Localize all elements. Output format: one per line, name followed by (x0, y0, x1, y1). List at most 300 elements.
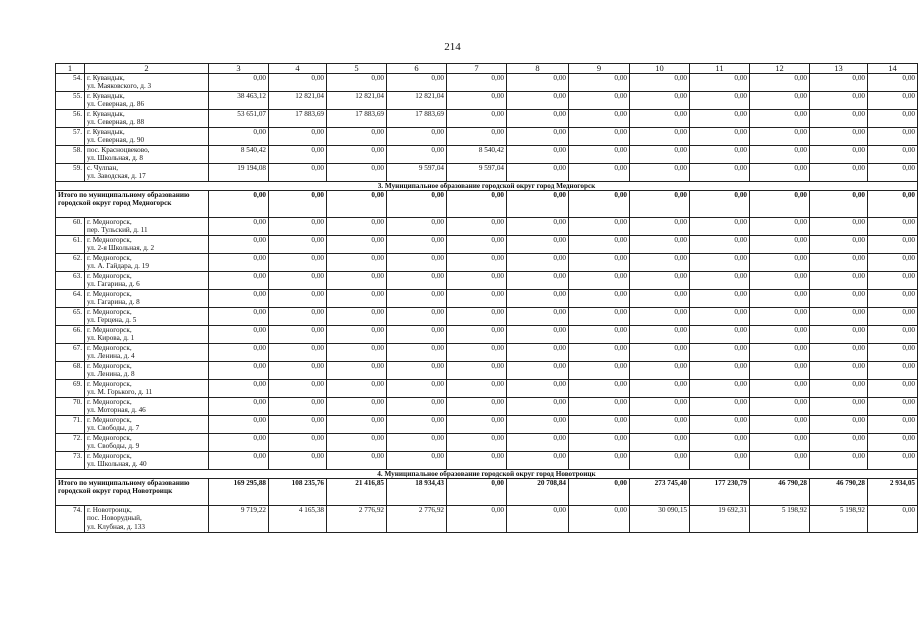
value-cell: 0,00 (507, 110, 569, 128)
value-cell: 0,00 (387, 218, 447, 236)
column-header: 11 (690, 64, 750, 74)
value-cell: 0,00 (810, 344, 868, 362)
address-cell (85, 452, 209, 470)
address-line: ул. Ленина, д. 4 (87, 352, 135, 361)
value-cell: 0,00 (750, 272, 810, 290)
value-cell: 0,00 (387, 146, 447, 164)
value-cell: 0,00 (209, 74, 269, 92)
value-cell: 0,00 (209, 452, 269, 470)
value-cell: 0,00 (447, 452, 507, 470)
address-line: ул. Ленина, д. 8 (87, 370, 135, 379)
value-cell: 0,00 (630, 218, 690, 236)
value-cell: 0,00 (387, 380, 447, 398)
value-cell: 0,00 (690, 362, 750, 380)
row-number: 57. (56, 128, 85, 146)
row-number: 64. (56, 290, 85, 308)
value-cell: 0,00 (507, 308, 569, 326)
value-cell: 0,00 (269, 398, 327, 416)
value-cell: 0,00 (209, 236, 269, 254)
value-cell: 0,00 (387, 416, 447, 434)
value-cell: 0,00 (387, 254, 447, 272)
section-title-row (56, 470, 918, 479)
value-cell: 0,00 (868, 164, 918, 182)
column-header: 5 (327, 64, 387, 74)
value-cell: 38 463,12 (209, 92, 269, 110)
total-value: 273 745,40 (630, 479, 690, 506)
total-value: 169 295,88 (209, 479, 269, 506)
value-cell: 0,00 (269, 344, 327, 362)
value-cell: 9 597,04 (447, 164, 507, 182)
column-header: 6 (387, 64, 447, 74)
value-cell: 0,00 (209, 416, 269, 434)
value-cell: 0,00 (447, 308, 507, 326)
value-cell: 0,00 (209, 398, 269, 416)
value-cell: 0,00 (569, 218, 630, 236)
value-cell: 0,00 (750, 398, 810, 416)
value-cell: 2 776,92 (327, 506, 387, 533)
value-cell: 0,00 (690, 416, 750, 434)
value-cell: 0,00 (507, 236, 569, 254)
total-value: 0,00 (630, 191, 690, 218)
value-cell: 0,00 (690, 74, 750, 92)
section-title-row (56, 182, 918, 191)
value-cell: 0,00 (507, 452, 569, 470)
value-cell: 0,00 (269, 290, 327, 308)
value-cell: 0,00 (327, 74, 387, 92)
row-number: 65. (56, 308, 85, 326)
value-cell: 0,00 (569, 146, 630, 164)
value-cell: 0,00 (810, 164, 868, 182)
value-cell: 0,00 (690, 398, 750, 416)
address-line: г. Медногорск, (87, 344, 132, 352)
value-cell: 0,00 (269, 416, 327, 434)
value-cell: 0,00 (569, 434, 630, 452)
value-cell: 0,00 (690, 110, 750, 128)
value-cell: 9 597,04 (387, 164, 447, 182)
row-number: 61. (56, 236, 85, 254)
address-line: г. Кувандык, (87, 92, 125, 100)
table-row (56, 362, 918, 380)
address-line: г. Новотроицк, (87, 506, 132, 514)
value-cell: 0,00 (387, 398, 447, 416)
value-cell: 0,00 (447, 344, 507, 362)
value-cell: 0,00 (507, 254, 569, 272)
column-header: 2 (85, 64, 209, 74)
row-number: 54. (56, 74, 85, 92)
value-cell: 0,00 (209, 254, 269, 272)
value-cell: 0,00 (507, 344, 569, 362)
value-cell: 0,00 (868, 398, 918, 416)
total-value: 0,00 (569, 191, 630, 218)
address-line: г. Медногорск, (87, 218, 132, 226)
value-cell: 0,00 (690, 236, 750, 254)
address-line: г. Медногорск, (87, 272, 132, 280)
value-cell: 0,00 (447, 290, 507, 308)
value-cell: 0,00 (750, 452, 810, 470)
address-line: г. Кувандык, (87, 74, 125, 82)
value-cell: 0,00 (209, 290, 269, 308)
table-row (56, 236, 918, 254)
value-cell: 19 692,31 (690, 506, 750, 533)
value-cell: 0,00 (750, 164, 810, 182)
row-number: 72. (56, 434, 85, 452)
value-cell: 0,00 (810, 236, 868, 254)
address-cell (85, 416, 209, 434)
address-line: с. Чулпан, (87, 164, 118, 172)
value-cell: 0,00 (630, 308, 690, 326)
value-cell: 0,00 (569, 452, 630, 470)
address-cell (85, 290, 209, 308)
address-line: г. Медногорск, (87, 452, 132, 460)
address-line: ул. Клубная, д. 133 (87, 522, 145, 531)
value-cell: 0,00 (810, 146, 868, 164)
total-value: 0,00 (507, 191, 569, 218)
address-line: пер. Тульский, д. 11 (87, 226, 148, 235)
value-cell: 0,00 (750, 254, 810, 272)
value-cell: 0,00 (269, 326, 327, 344)
value-cell: 0,00 (447, 416, 507, 434)
address-line: ул. Школьная, д. 8 (87, 154, 143, 163)
row-number: 68. (56, 362, 85, 380)
total-value: 0,00 (447, 191, 507, 218)
value-cell: 0,00 (269, 164, 327, 182)
value-cell: 0,00 (507, 416, 569, 434)
value-cell: 0,00 (810, 362, 868, 380)
value-cell: 0,00 (327, 308, 387, 326)
value-cell: 0,00 (327, 362, 387, 380)
value-cell: 0,00 (630, 344, 690, 362)
column-header: 9 (569, 64, 630, 74)
address-line: ул. Герцена, д. 5 (87, 316, 137, 325)
value-cell: 0,00 (868, 362, 918, 380)
value-cell: 0,00 (868, 308, 918, 326)
value-cell: 0,00 (690, 290, 750, 308)
total-value: 0,00 (810, 191, 868, 218)
address-cell (85, 236, 209, 254)
table-row (56, 506, 918, 533)
row-number: 66. (56, 326, 85, 344)
value-cell: 0,00 (630, 326, 690, 344)
value-cell: 0,00 (810, 326, 868, 344)
address-cell (85, 362, 209, 380)
table-row (56, 398, 918, 416)
value-cell: 0,00 (690, 128, 750, 146)
value-cell: 0,00 (569, 272, 630, 290)
value-cell: 0,00 (209, 344, 269, 362)
value-cell: 0,00 (387, 452, 447, 470)
value-cell: 0,00 (209, 218, 269, 236)
report-table-body (56, 64, 918, 533)
address-line: ул. Свободы, д. 7 (87, 424, 140, 433)
value-cell: 0,00 (507, 92, 569, 110)
value-cell: 0,00 (690, 326, 750, 344)
value-cell: 0,00 (810, 218, 868, 236)
row-number: 60. (56, 218, 85, 236)
value-cell: 0,00 (387, 362, 447, 380)
value-cell: 0,00 (569, 362, 630, 380)
value-cell: 0,00 (810, 416, 868, 434)
value-cell: 0,00 (387, 308, 447, 326)
table-row (56, 290, 918, 308)
value-cell: 0,00 (630, 380, 690, 398)
section-title: 3. Муниципальное образование городской округ город Медногорск (56, 182, 918, 191)
address-line: ул. М. Горького, д. 11 (87, 388, 153, 397)
value-cell: 0,00 (327, 146, 387, 164)
value-cell: 0,00 (507, 146, 569, 164)
address-cell (85, 272, 209, 290)
row-number: 55. (56, 92, 85, 110)
address-line: г. Медногорск, (87, 362, 132, 370)
value-cell: 0,00 (327, 398, 387, 416)
value-cell: 0,00 (387, 326, 447, 344)
value-cell: 0,00 (327, 290, 387, 308)
value-cell: 0,00 (269, 434, 327, 452)
value-cell: 17 883,69 (269, 110, 327, 128)
table-row (56, 128, 918, 146)
table-row (56, 146, 918, 164)
value-cell: 0,00 (507, 434, 569, 452)
section-title: 4. Муниципальное образование городской округ город Новотроицк (56, 470, 918, 479)
total-value: 46 790,28 (750, 479, 810, 506)
table-row (56, 74, 918, 92)
row-number: 63. (56, 272, 85, 290)
value-cell: 30 090,15 (630, 506, 690, 533)
value-cell: 0,00 (810, 128, 868, 146)
column-header: 10 (630, 64, 690, 74)
value-cell: 0,00 (569, 380, 630, 398)
value-cell: 0,00 (630, 236, 690, 254)
value-cell: 0,00 (269, 146, 327, 164)
total-value: 0,00 (447, 479, 507, 506)
address-line: г. Медногорск, (87, 416, 132, 424)
value-cell: 8 540,42 (447, 146, 507, 164)
address-cell (85, 380, 209, 398)
value-cell: 0,00 (750, 434, 810, 452)
value-cell: 17 883,69 (327, 110, 387, 128)
value-cell: 0,00 (507, 506, 569, 533)
address-line: г. Медногорск, (87, 254, 132, 262)
column-header: 8 (507, 64, 569, 74)
value-cell: 9 719,22 (209, 506, 269, 533)
value-cell: 0,00 (750, 128, 810, 146)
value-cell: 0,00 (750, 326, 810, 344)
value-cell: 0,00 (269, 308, 327, 326)
value-cell: 0,00 (690, 452, 750, 470)
value-cell: 0,00 (630, 74, 690, 92)
value-cell: 0,00 (507, 290, 569, 308)
value-cell: 0,00 (447, 380, 507, 398)
value-cell: 0,00 (447, 362, 507, 380)
value-cell: 0,00 (868, 506, 918, 533)
address-cell (85, 92, 209, 110)
value-cell: 0,00 (868, 218, 918, 236)
address-line: ул. Северная, д. 86 (87, 100, 145, 109)
address-line: ул. Заводская, д. 17 (87, 172, 146, 181)
address-line: ул. Маяковского, д. 3 (87, 82, 152, 91)
address-cell (85, 254, 209, 272)
value-cell: 0,00 (447, 326, 507, 344)
value-cell: 0,00 (209, 128, 269, 146)
value-cell: 0,00 (750, 236, 810, 254)
value-cell: 0,00 (269, 362, 327, 380)
value-cell: 0,00 (810, 74, 868, 92)
table-row (56, 452, 918, 470)
value-cell: 0,00 (810, 308, 868, 326)
address-cell (85, 146, 209, 164)
value-cell: 0,00 (690, 380, 750, 398)
value-cell: 0,00 (569, 92, 630, 110)
value-cell: 0,00 (507, 272, 569, 290)
address-line: г. Медногорск, (87, 326, 132, 334)
address-line: ул. 2-я Школьная, д. 2 (87, 244, 155, 253)
value-cell: 0,00 (327, 128, 387, 146)
value-cell: 0,00 (569, 110, 630, 128)
address-cell (85, 128, 209, 146)
value-cell: 0,00 (630, 146, 690, 164)
value-cell: 0,00 (630, 272, 690, 290)
value-cell: 0,00 (630, 92, 690, 110)
address-line: ул. Кирова, д. 1 (87, 334, 135, 343)
value-cell: 0,00 (690, 434, 750, 452)
value-cell: 0,00 (810, 110, 868, 128)
address-line: г. Медногорск, (87, 434, 132, 442)
value-cell: 0,00 (810, 434, 868, 452)
total-label: Итого по муниципальному образованию городской округ город Новотроицк (56, 479, 209, 506)
row-number: 67. (56, 344, 85, 362)
value-cell: 0,00 (750, 308, 810, 326)
total-value: 21 416,85 (327, 479, 387, 506)
column-header: 12 (750, 64, 810, 74)
value-cell: 0,00 (327, 380, 387, 398)
total-value: 0,00 (750, 191, 810, 218)
value-cell: 0,00 (868, 128, 918, 146)
value-cell: 0,00 (630, 254, 690, 272)
value-cell: 0,00 (209, 308, 269, 326)
row-number: 69. (56, 380, 85, 398)
address-line: ул. Северная, д. 90 (87, 136, 145, 145)
column-header: 14 (868, 64, 918, 74)
address-line: ул. А. Гайдара, д. 19 (87, 262, 149, 271)
address-cell (85, 218, 209, 236)
value-cell: 0,00 (327, 272, 387, 290)
address-line: пос. Новорудный, (87, 514, 142, 523)
value-cell: 0,00 (507, 380, 569, 398)
value-cell: 0,00 (209, 272, 269, 290)
address-line: г. Кувандык, (87, 128, 125, 136)
row-number: 56. (56, 110, 85, 128)
column-header: 7 (447, 64, 507, 74)
value-cell: 0,00 (507, 128, 569, 146)
value-cell: 0,00 (810, 92, 868, 110)
value-cell: 0,00 (750, 74, 810, 92)
value-cell: 0,00 (269, 380, 327, 398)
value-cell: 0,00 (209, 362, 269, 380)
value-cell: 2 776,92 (387, 506, 447, 533)
column-header: 3 (209, 64, 269, 74)
value-cell: 0,00 (868, 290, 918, 308)
value-cell: 0,00 (569, 344, 630, 362)
value-cell: 0,00 (447, 506, 507, 533)
value-cell: 0,00 (507, 218, 569, 236)
row-number: 58. (56, 146, 85, 164)
value-cell: 0,00 (447, 254, 507, 272)
address-cell (85, 164, 209, 182)
table-row (56, 416, 918, 434)
value-cell: 0,00 (868, 110, 918, 128)
value-cell: 0,00 (630, 290, 690, 308)
total-label: Итого по муниципальному образованию городской округ город Медногорск (56, 191, 209, 218)
value-cell: 0,00 (447, 434, 507, 452)
value-cell: 0,00 (387, 344, 447, 362)
column-header: 13 (810, 64, 868, 74)
value-cell: 0,00 (868, 92, 918, 110)
value-cell: 0,00 (569, 506, 630, 533)
report-table (55, 63, 918, 533)
value-cell: 0,00 (868, 74, 918, 92)
value-cell: 5 198,92 (810, 506, 868, 533)
total-value: 46 790,28 (810, 479, 868, 506)
value-cell: 0,00 (569, 416, 630, 434)
value-cell: 0,00 (810, 272, 868, 290)
address-line: г. Медногорск, (87, 398, 132, 406)
address-cell (85, 506, 209, 533)
value-cell: 0,00 (569, 164, 630, 182)
value-cell: 0,00 (327, 452, 387, 470)
row-number: 74. (56, 506, 85, 533)
table-row (56, 326, 918, 344)
value-cell: 0,00 (868, 434, 918, 452)
value-cell: 0,00 (750, 146, 810, 164)
address-cell (85, 398, 209, 416)
address-line: пос. Красноцвеково, (87, 146, 150, 154)
value-cell: 12 821,04 (269, 92, 327, 110)
total-value: 18 934,43 (387, 479, 447, 506)
value-cell: 0,00 (750, 344, 810, 362)
row-number: 62. (56, 254, 85, 272)
value-cell: 0,00 (569, 254, 630, 272)
value-cell: 0,00 (569, 290, 630, 308)
address-line: г. Медногорск, (87, 290, 132, 298)
value-cell: 0,00 (387, 236, 447, 254)
value-cell: 0,00 (868, 380, 918, 398)
value-cell: 0,00 (810, 452, 868, 470)
value-cell: 0,00 (447, 110, 507, 128)
value-cell: 0,00 (507, 398, 569, 416)
address-line: ул. Моторная, д. 46 (87, 406, 146, 415)
value-cell: 0,00 (447, 218, 507, 236)
value-cell: 0,00 (569, 236, 630, 254)
total-value: 108 235,76 (269, 479, 327, 506)
value-cell: 0,00 (327, 254, 387, 272)
value-cell: 4 165,38 (269, 506, 327, 533)
value-cell: 0,00 (630, 416, 690, 434)
value-cell: 0,00 (690, 146, 750, 164)
address-cell (85, 326, 209, 344)
value-cell: 0,00 (569, 74, 630, 92)
value-cell: 0,00 (269, 236, 327, 254)
value-cell: 17 883,69 (387, 110, 447, 128)
row-number: 73. (56, 452, 85, 470)
value-cell: 0,00 (269, 254, 327, 272)
value-cell: 0,00 (630, 452, 690, 470)
value-cell: 0,00 (690, 218, 750, 236)
value-cell: 0,00 (569, 128, 630, 146)
address-line: г. Медногорск, (87, 308, 132, 316)
value-cell: 0,00 (447, 128, 507, 146)
value-cell: 0,00 (868, 452, 918, 470)
value-cell: 19 194,08 (209, 164, 269, 182)
value-cell: 0,00 (750, 416, 810, 434)
